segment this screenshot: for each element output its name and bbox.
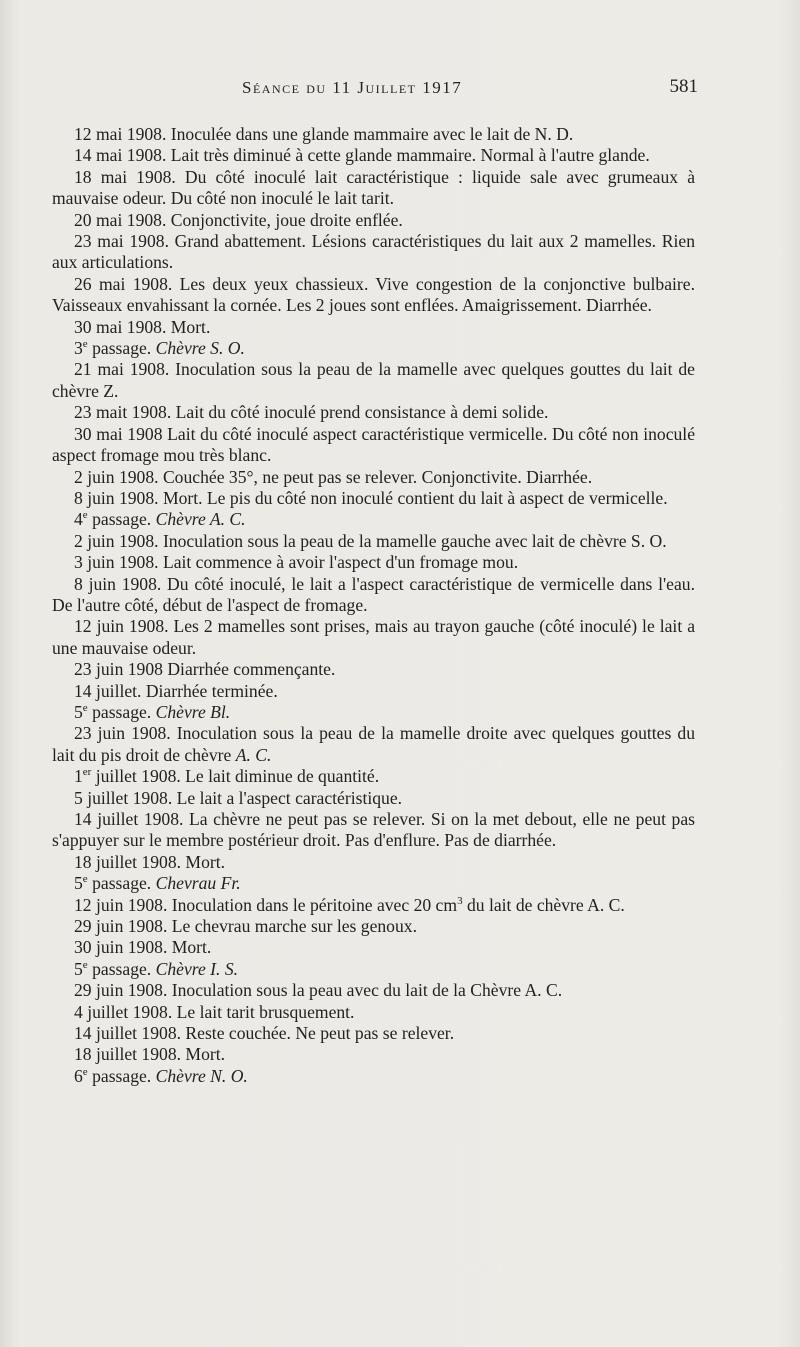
text-run: 23 juin 1908 Diarrhée commençante. (74, 659, 336, 680)
paragraph (52, 873, 695, 894)
paragraph (52, 766, 695, 787)
paragraph (52, 681, 695, 702)
text-run: 20 mai 1908. Conjonctivite, joue droite enflée. (74, 209, 403, 230)
text-run: 5 juillet 1908. Le lait a l'aspect caractéristique. (74, 787, 403, 808)
text-run: 12 mai 1908. Inoculée dans une glande mammaire avec le lait de N. D. (74, 124, 574, 144)
text-run: passage. (87, 701, 156, 722)
paragraph (52, 809, 695, 852)
text-run: 2 juin 1908. Couchée 35°, ne peut pas se relever. Conjonctivite. Diarrhée. (74, 466, 593, 487)
text-run: passage. (87, 338, 156, 359)
text-run: passage. (87, 1065, 156, 1086)
paragraph (52, 402, 695, 423)
paragraph (52, 338, 695, 359)
paragraph (52, 552, 695, 573)
paragraph (52, 210, 695, 231)
text-run: 29 juin 1908. Le chevrau marche sur les genoux. (74, 916, 417, 937)
paragraph (52, 788, 695, 809)
italic-text: Chèvre Bl. (155, 701, 231, 722)
text-run: 18 mai 1908. Du côté inoculé lait caractéristique : liquide sale avec grumeaux à mauvaise odeur. Du côté non inoculé le lait tarit. (52, 166, 695, 209)
text-run: 30 mai 1908 Lait du côté inoculé aspect caractéristique vermicelle. Du côté non inoculé aspect fromage mou très blanc. (52, 423, 695, 466)
text-run: 12 juin 1908. Inoculation dans le péritoine avec 20 cm (74, 894, 458, 915)
italic-text: A. C. (235, 744, 272, 765)
running-header (52, 74, 712, 108)
text-run: 23 juin 1908. Inoculation sous la peau de la mamelle droite avec quelques gouttes du lait du pis droit de chèvre (52, 723, 695, 765)
paragraph (52, 531, 695, 552)
superscript: 3 (457, 894, 463, 907)
header-title: Séance du 11 Juillet 1917 (242, 78, 463, 97)
text-run: du lait de chèvre A. C. (462, 894, 625, 915)
paragraph (52, 916, 695, 937)
text-run: 5 (74, 701, 83, 722)
text-run: 14 juillet 1908. Reste couchée. Ne peut pas se relever. (74, 1023, 455, 1044)
text-run: passage. (87, 873, 156, 894)
text-run: juillet 1908. Le lait diminue de quantité. (91, 766, 380, 787)
text-run: 1 (74, 766, 83, 787)
paragraph (52, 424, 695, 467)
superscript: e (82, 509, 88, 522)
paragraph (52, 895, 695, 916)
text-run: 2 juin 1908. Inoculation sous la peau de la mamelle gauche avec lait de chèvre S. O. (74, 530, 667, 551)
text-run: 14 mai 1908. Lait très diminué à cette glande mammaire. Normal à l'autre glande. (74, 145, 650, 166)
paragraph (52, 274, 695, 317)
paragraph (52, 702, 695, 723)
text-run: 6 (74, 1065, 83, 1086)
page-number: 581 (669, 76, 698, 97)
text-run: 5 (74, 958, 83, 979)
paragraph (52, 1066, 695, 1087)
paragraph (52, 359, 695, 402)
paragraph (52, 1023, 695, 1044)
italic-text: Chèvre I. S. (155, 958, 239, 979)
paragraph (52, 1044, 695, 1065)
text-run: 12 juin 1908. Les 2 mamelles sont prises, mais au trayon gauche (côté inoculé) le lait a une mauvaise odeur. (52, 616, 695, 658)
italic-text: Chèvre A. C. (155, 509, 246, 530)
text-run: passage. (87, 958, 156, 979)
text-run: 30 juin 1908. Mort. (74, 937, 212, 958)
paragraph (52, 616, 695, 659)
paragraph (52, 145, 695, 166)
paragraph (52, 1002, 695, 1023)
paragraph (52, 937, 695, 958)
text-run: 4 (74, 509, 83, 530)
paragraph (52, 574, 695, 617)
superscript: er (82, 766, 92, 779)
superscript: e (82, 338, 88, 351)
paragraph (52, 467, 695, 488)
paragraph (52, 231, 695, 274)
paragraph (52, 659, 695, 680)
paragraph (52, 124, 695, 145)
paragraph (52, 959, 695, 980)
text-run: 30 mai 1908. Mort. (74, 316, 211, 337)
text-run: 21 mai 1908. Inoculation sous la peau de la mamelle avec quelques gouttes du lait de chèvre Z. (52, 359, 695, 401)
paragraph (52, 167, 695, 210)
text-run: 4 juillet 1908. Le lait tarit brusquement. (74, 1001, 355, 1022)
superscript: e (82, 958, 88, 971)
paragraph (52, 509, 695, 530)
paragraph (52, 980, 695, 1001)
text-run: 8 juin 1908. Du côté inoculé, le lait a l'aspect caractéristique de vermicelle dans l'eau. De l'autre côté, début de l'aspect de fromage. (52, 573, 695, 615)
text-run: 3 juin 1908. Lait commence à avoir l'aspect d'un fromage mou. (74, 552, 519, 573)
paragraph (52, 723, 695, 766)
paragraph (52, 852, 695, 873)
text-run: 3 (74, 338, 83, 359)
superscript: e (82, 702, 88, 715)
text-run: 14 juillet 1908. La chèvre ne peut pas se relever. Si on la met debout, elle ne peut pas s'appuyer sur le membre postérieur droit. Pas d'enflure. Pas de diarrhée. (52, 809, 695, 851)
body-text (52, 124, 695, 1087)
text-run: 23 mai 1908. Grand abattement. Lésions caractéristiques du lait aux 2 mamelles. Rien aux articulations. (52, 231, 695, 273)
superscript: e (82, 1066, 88, 1079)
text-run: 29 juin 1908. Inoculation sous la peau avec du lait de la Chèvre A. C. (74, 980, 563, 1001)
text-run: 5 (74, 873, 83, 894)
italic-text: Chèvre N. O. (155, 1065, 248, 1086)
text-run: 26 mai 1908. Les deux yeux chassieux. Vive congestion de la conjonctive bulbaire. Vaisseaux envahissant la cornée. Les 2 joues sont enflées. Amaigrissement. Diarrhée. (52, 273, 695, 316)
text-run: 23 mait 1908. Lait du côté inoculé prend consistance à demi solide. (74, 402, 549, 423)
text-run: 18 juillet 1908. Mort. (74, 1044, 226, 1065)
text-run: 8 juin 1908. Mort. Le pis du côté non inoculé contient du lait à aspect de vermicelle. (74, 487, 668, 508)
text-run: 18 juillet 1908. Mort. (74, 851, 226, 872)
paragraph (52, 488, 695, 509)
italic-text: Chèvre S. O. (155, 338, 245, 359)
text-run: passage. (87, 509, 156, 530)
paragraph (52, 317, 695, 338)
text-run: 14 juillet. Diarrhée terminée. (74, 680, 278, 701)
italic-text: Chevrau Fr. (155, 873, 241, 894)
superscript: e (82, 873, 88, 886)
